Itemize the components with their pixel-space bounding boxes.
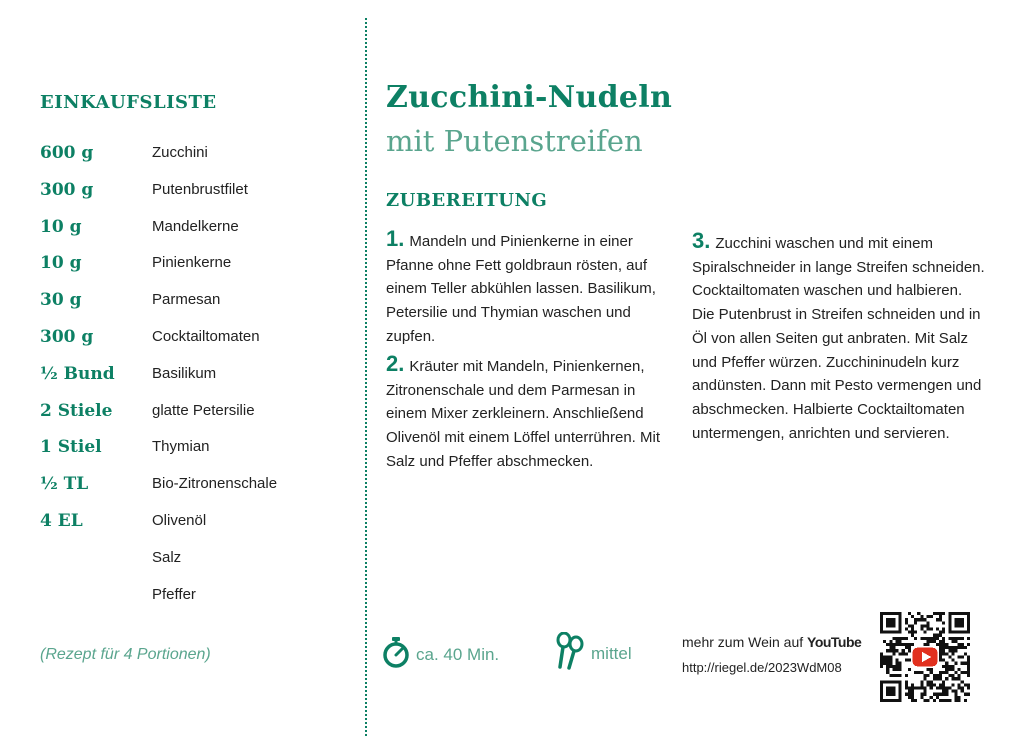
ingredient-quantity: 4 EL	[40, 511, 83, 531]
ingredient-name: Basilikum	[152, 364, 217, 382]
ingredient-name: Pinienkerne	[152, 254, 232, 272]
ingredient-name: glatte Petersilie	[152, 401, 255, 419]
difficulty	[555, 632, 632, 675]
ingredient-name: Cocktailtomaten	[152, 328, 260, 345]
ingredient-quantity: 600 g	[40, 143, 94, 163]
ingredient-row	[40, 253, 340, 277]
step-number: 1.	[386, 226, 405, 251]
step-number: 2.	[386, 351, 405, 376]
ingredient-row	[40, 143, 340, 167]
ingredient-quantity: 300 g	[40, 327, 94, 347]
ingredient-quantity: 10 g	[40, 216, 82, 237]
ingredient-name: Olivenöl	[152, 512, 207, 529]
qr-code-icon[interactable]	[880, 612, 970, 702]
ingredient-quantity: 2 Stiele	[40, 400, 113, 421]
recipe-subtitle: mit Putenstreifen	[386, 124, 643, 158]
step-number: 3.	[692, 228, 711, 253]
difficulty-text: mittel	[591, 643, 632, 663]
step-text: Mandeln und Pinienkerne in einer Pfanne ohne Fett goldbraun rösten, auf einem Teller abkühlen lassen. Basilikum, Petersilie und Thymian waschen und zupfen.	[386, 233, 656, 345]
column-divider	[365, 18, 367, 736]
ingredient-name: Mandelkerne	[152, 217, 239, 235]
ingredient-row	[40, 364, 340, 388]
ingredient-row	[40, 548, 340, 572]
ingredient-row	[40, 401, 340, 425]
step-text: Kräuter mit Mandeln, Pinienkernen, Zitronenschale und dem Parmesan in einem Mixer zerkleinern. Anschließend Olivenöl mit einem Löffel unterrühren. Mit Salz und Pfeffer abschmecken.	[386, 358, 661, 470]
step-text: Zucchini waschen und mit einem Spiralschneider in lange Streifen schneiden. Cocktailtomaten waschen und halbieren. Die Putenbrust in Streifen schneiden und in Öl von allen Seiten gut anbraten. Mit Salz und Pfeffer würzen. Zucchininudeln kurz andünsten. Dann mit Pesto vermengen und abschmecken. Halbierte Cocktailtomaten untermengen, anrichten und servieren.	[692, 235, 985, 442]
step-1	[386, 227, 674, 349]
step-3	[692, 229, 988, 445]
ingredient-quantity: 30 g	[40, 290, 82, 311]
ingredient-row	[40, 327, 340, 351]
ingredient-row	[40, 511, 340, 535]
cooking-time	[382, 636, 499, 673]
step-2	[386, 352, 674, 474]
youtube-logo: YouTube	[807, 634, 862, 650]
ingredient-row	[40, 474, 340, 498]
ingredient-quantity: 1 Stiel	[40, 437, 102, 458]
ingredient-row	[40, 217, 340, 241]
ingredient-quantity: ½ TL	[40, 474, 89, 495]
ingredient-name: Zucchini	[152, 144, 208, 161]
ingredient-row	[40, 585, 340, 609]
ingredient-quantity: 10 g	[40, 253, 82, 274]
ingredient-name: Putenbrustfilet	[152, 180, 248, 198]
ingredient-name: Thymian	[152, 438, 210, 456]
ingredient-row	[40, 290, 340, 314]
cooking-spoons-icon	[555, 632, 585, 675]
wine-text: mehr zum Wein auf	[682, 634, 804, 650]
wine-url-link[interactable]: http://riegel.de/2023WdM08	[682, 660, 842, 675]
wine-info	[682, 634, 861, 650]
ingredient-quantity: ½ Bund	[40, 363, 115, 384]
ingredient-name: Pfeffer	[152, 585, 196, 603]
preparation-heading: ZUBEREITUNG	[386, 190, 548, 211]
stopwatch-icon	[382, 636, 410, 673]
ingredient-row	[40, 180, 340, 204]
ingredient-row	[40, 437, 340, 461]
shopping-list-title: EINKAUFSLISTE	[40, 92, 217, 113]
ingredient-name: Parmesan	[152, 291, 221, 309]
ingredient-name: Bio-Zitronenschale	[152, 475, 278, 493]
ingredient-name: Salz	[152, 548, 182, 566]
cooking-time-text: ca. 40 Min.	[416, 644, 500, 664]
ingredient-quantity: 300 g	[40, 179, 94, 200]
portions-note: (Rezept für 4 Portionen)	[40, 646, 211, 663]
recipe-title: Zucchini-Nudeln	[386, 80, 673, 115]
